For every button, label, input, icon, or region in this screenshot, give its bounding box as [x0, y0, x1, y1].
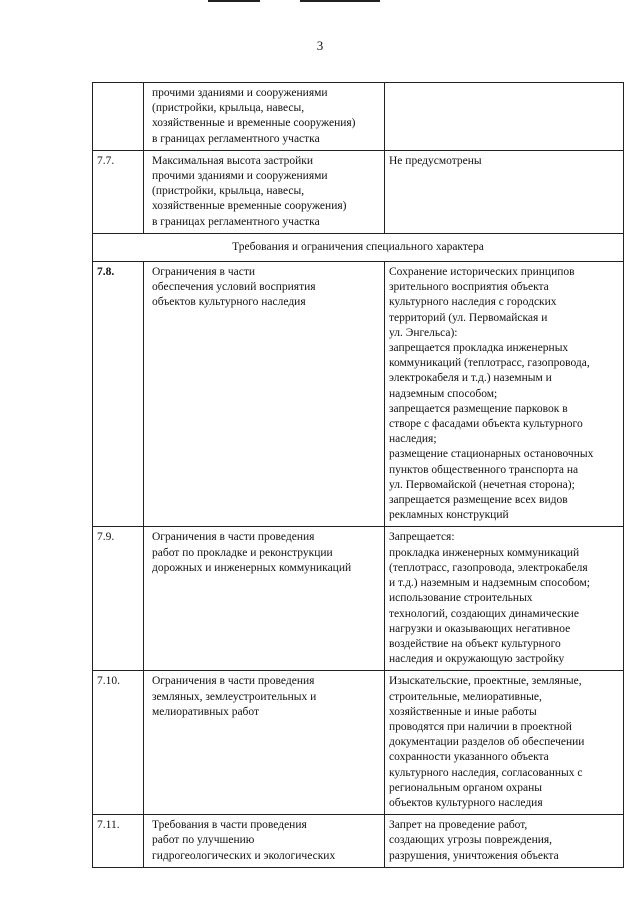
cell-text-line: Ограничения в части проведения: [152, 675, 315, 688]
cell-text-line: запрещается размещение парковок в: [389, 402, 568, 415]
cell-text-line: создающих угрозы повреждения,: [389, 834, 553, 847]
cell-text-line: мелиоративных работ: [152, 705, 260, 718]
cell-text-line: проводятся при наличии в проектной: [389, 720, 572, 733]
cell-text-line: хозяйственные временные сооружения): [152, 200, 347, 213]
cell-text-line: Изыскательские, проектные, земляные,: [389, 675, 582, 688]
cell-text-line: рекламных конструкций: [389, 509, 509, 522]
cell-text-line: строительные, мелиоративные,: [389, 690, 542, 703]
row-value: [385, 671, 624, 815]
row-number: 7.7.: [93, 150, 144, 233]
cell-text-line: Запрещается:: [389, 531, 455, 544]
cell-text-line: нагрузки и оказывающих негативное: [389, 622, 571, 635]
cell-text-line: ул. Энгельса):: [389, 326, 458, 339]
table-row: [93, 150, 624, 233]
cell-text-line: территорий (ул. Первомайская и: [389, 311, 548, 324]
cell-text-line: Ограничения в части проведения: [152, 531, 315, 544]
cell-text-line: запрещается прокладка инженерных: [389, 342, 569, 355]
cell-text-line: ул. Первомайской (нечетная сторона);: [389, 478, 575, 491]
cell-text-line: дорожных и инженерных коммуникаций: [152, 561, 352, 574]
row-name: [144, 815, 385, 868]
cell-text-line: обеспечения условий восприятия: [152, 281, 316, 294]
cell-text-line: зрительного восприятия объекта: [389, 281, 549, 294]
row-number: [93, 262, 144, 527]
scan-mark-top-right: [300, 0, 380, 2]
row-value: [385, 815, 624, 868]
cell-text-line: гидрогеологических и экологических: [152, 849, 336, 862]
table-row: [93, 671, 624, 815]
row-value: [385, 83, 624, 151]
row-number-text: 7.8.: [97, 266, 115, 279]
cell-text-line: в границах регламентного участка: [152, 132, 320, 145]
cell-text-line: использование строительных: [389, 592, 533, 605]
cell-text-line: надземным способом;: [389, 387, 498, 400]
row-name: [144, 671, 385, 815]
cell-text-line: культурного наследия с городских: [389, 296, 557, 309]
cell-text-line: прокладка инженерных коммуникаций: [389, 546, 580, 559]
cell-text-line: воздействие на объект культурного: [389, 637, 561, 650]
table-row: [93, 527, 624, 671]
row-name: [144, 150, 385, 233]
table-row: [93, 83, 624, 151]
cell-text-line: электрокабеля и т.д.) наземным и: [389, 372, 552, 385]
cell-text-line: створе с фасадами объекта культурного: [389, 418, 583, 431]
table-row: [93, 262, 624, 527]
cell-text-line: хозяйственные и временные сооружения): [152, 117, 356, 130]
cell-text-line: и т.д.) наземным и надземным способом;: [389, 577, 590, 590]
cell-text-line: Сохранение исторических принципов: [389, 266, 575, 279]
cell-text-line: сохранности указанного объекта: [389, 751, 549, 764]
cell-text-line: технологий, создающих динамические: [389, 607, 579, 620]
cell-text-line: работ по прокладке и реконструкции: [152, 546, 333, 559]
cell-text-line: работ по улучшению: [152, 834, 255, 847]
row-value: [385, 262, 624, 527]
cell-text-line: в границах регламентного участка: [152, 215, 320, 228]
row-name: [144, 83, 385, 151]
cell-text-line: пунктов общественного транспорта на: [389, 463, 579, 476]
cell-text-line: наследия;: [389, 433, 437, 446]
section-header: Требования и ограничения специального характера: [93, 233, 624, 261]
cell-text-line: Ограничения в части: [152, 266, 256, 279]
cell-text-line: культурного наследия, согласованных с: [389, 766, 583, 779]
table-row: [93, 815, 624, 868]
regulations-table: [92, 82, 624, 868]
row-value: [385, 150, 624, 233]
cell-text-line: хозяйственные и иные работы: [389, 705, 537, 718]
cell-text-line: коммуникаций (теплотрасс, газопровода,: [389, 357, 590, 370]
cell-text-line: документации разделов об обеспечении: [389, 736, 585, 749]
cell-text-line: объектов культурного наследия: [389, 796, 543, 809]
row-number: [93, 83, 144, 151]
scan-mark-top-left: [208, 0, 260, 2]
cell-text-line: Запрет на проведение работ,: [389, 819, 528, 832]
cell-text-line: разрушения, уничтожения объекта: [389, 849, 559, 862]
section-header-row: [93, 233, 624, 261]
row-name: [144, 527, 385, 671]
cell-text-line: прочими зданиями и сооружениями: [152, 87, 328, 99]
row-name: [144, 262, 385, 527]
cell-text-line: запрещается размещение всех видов: [389, 494, 568, 507]
cell-text-line: земляных, землеустроительных и: [152, 690, 317, 703]
cell-text-line: (теплотрасс, газопровода, электрокабеля: [389, 561, 588, 574]
cell-text-line: объектов культурного наследия: [152, 296, 306, 309]
cell-text-line: (пристройки, крыльца, навесы,: [152, 185, 305, 198]
cell-text-line: Не предусмотрены: [389, 154, 482, 167]
cell-text-line: наследия и окружающую застройку: [389, 653, 565, 666]
page-number: 3: [316, 38, 324, 53]
cell-text-line: региональным органом охраны: [389, 781, 542, 794]
cell-text-line: Требования в части проведения: [152, 819, 307, 832]
cell-text-line: (пристройки, крыльца, навесы,: [152, 102, 305, 115]
cell-text-line: Максимальная высота застройки: [152, 154, 314, 167]
row-number: 7.11.: [93, 815, 144, 868]
cell-text-line: прочими зданиями и сооружениями: [152, 170, 328, 183]
row-number: 7.10.: [93, 671, 144, 815]
row-value: [385, 527, 624, 671]
row-number: 7.9.: [93, 527, 144, 671]
cell-text-line: размещение стационарных остановочных: [389, 448, 594, 461]
